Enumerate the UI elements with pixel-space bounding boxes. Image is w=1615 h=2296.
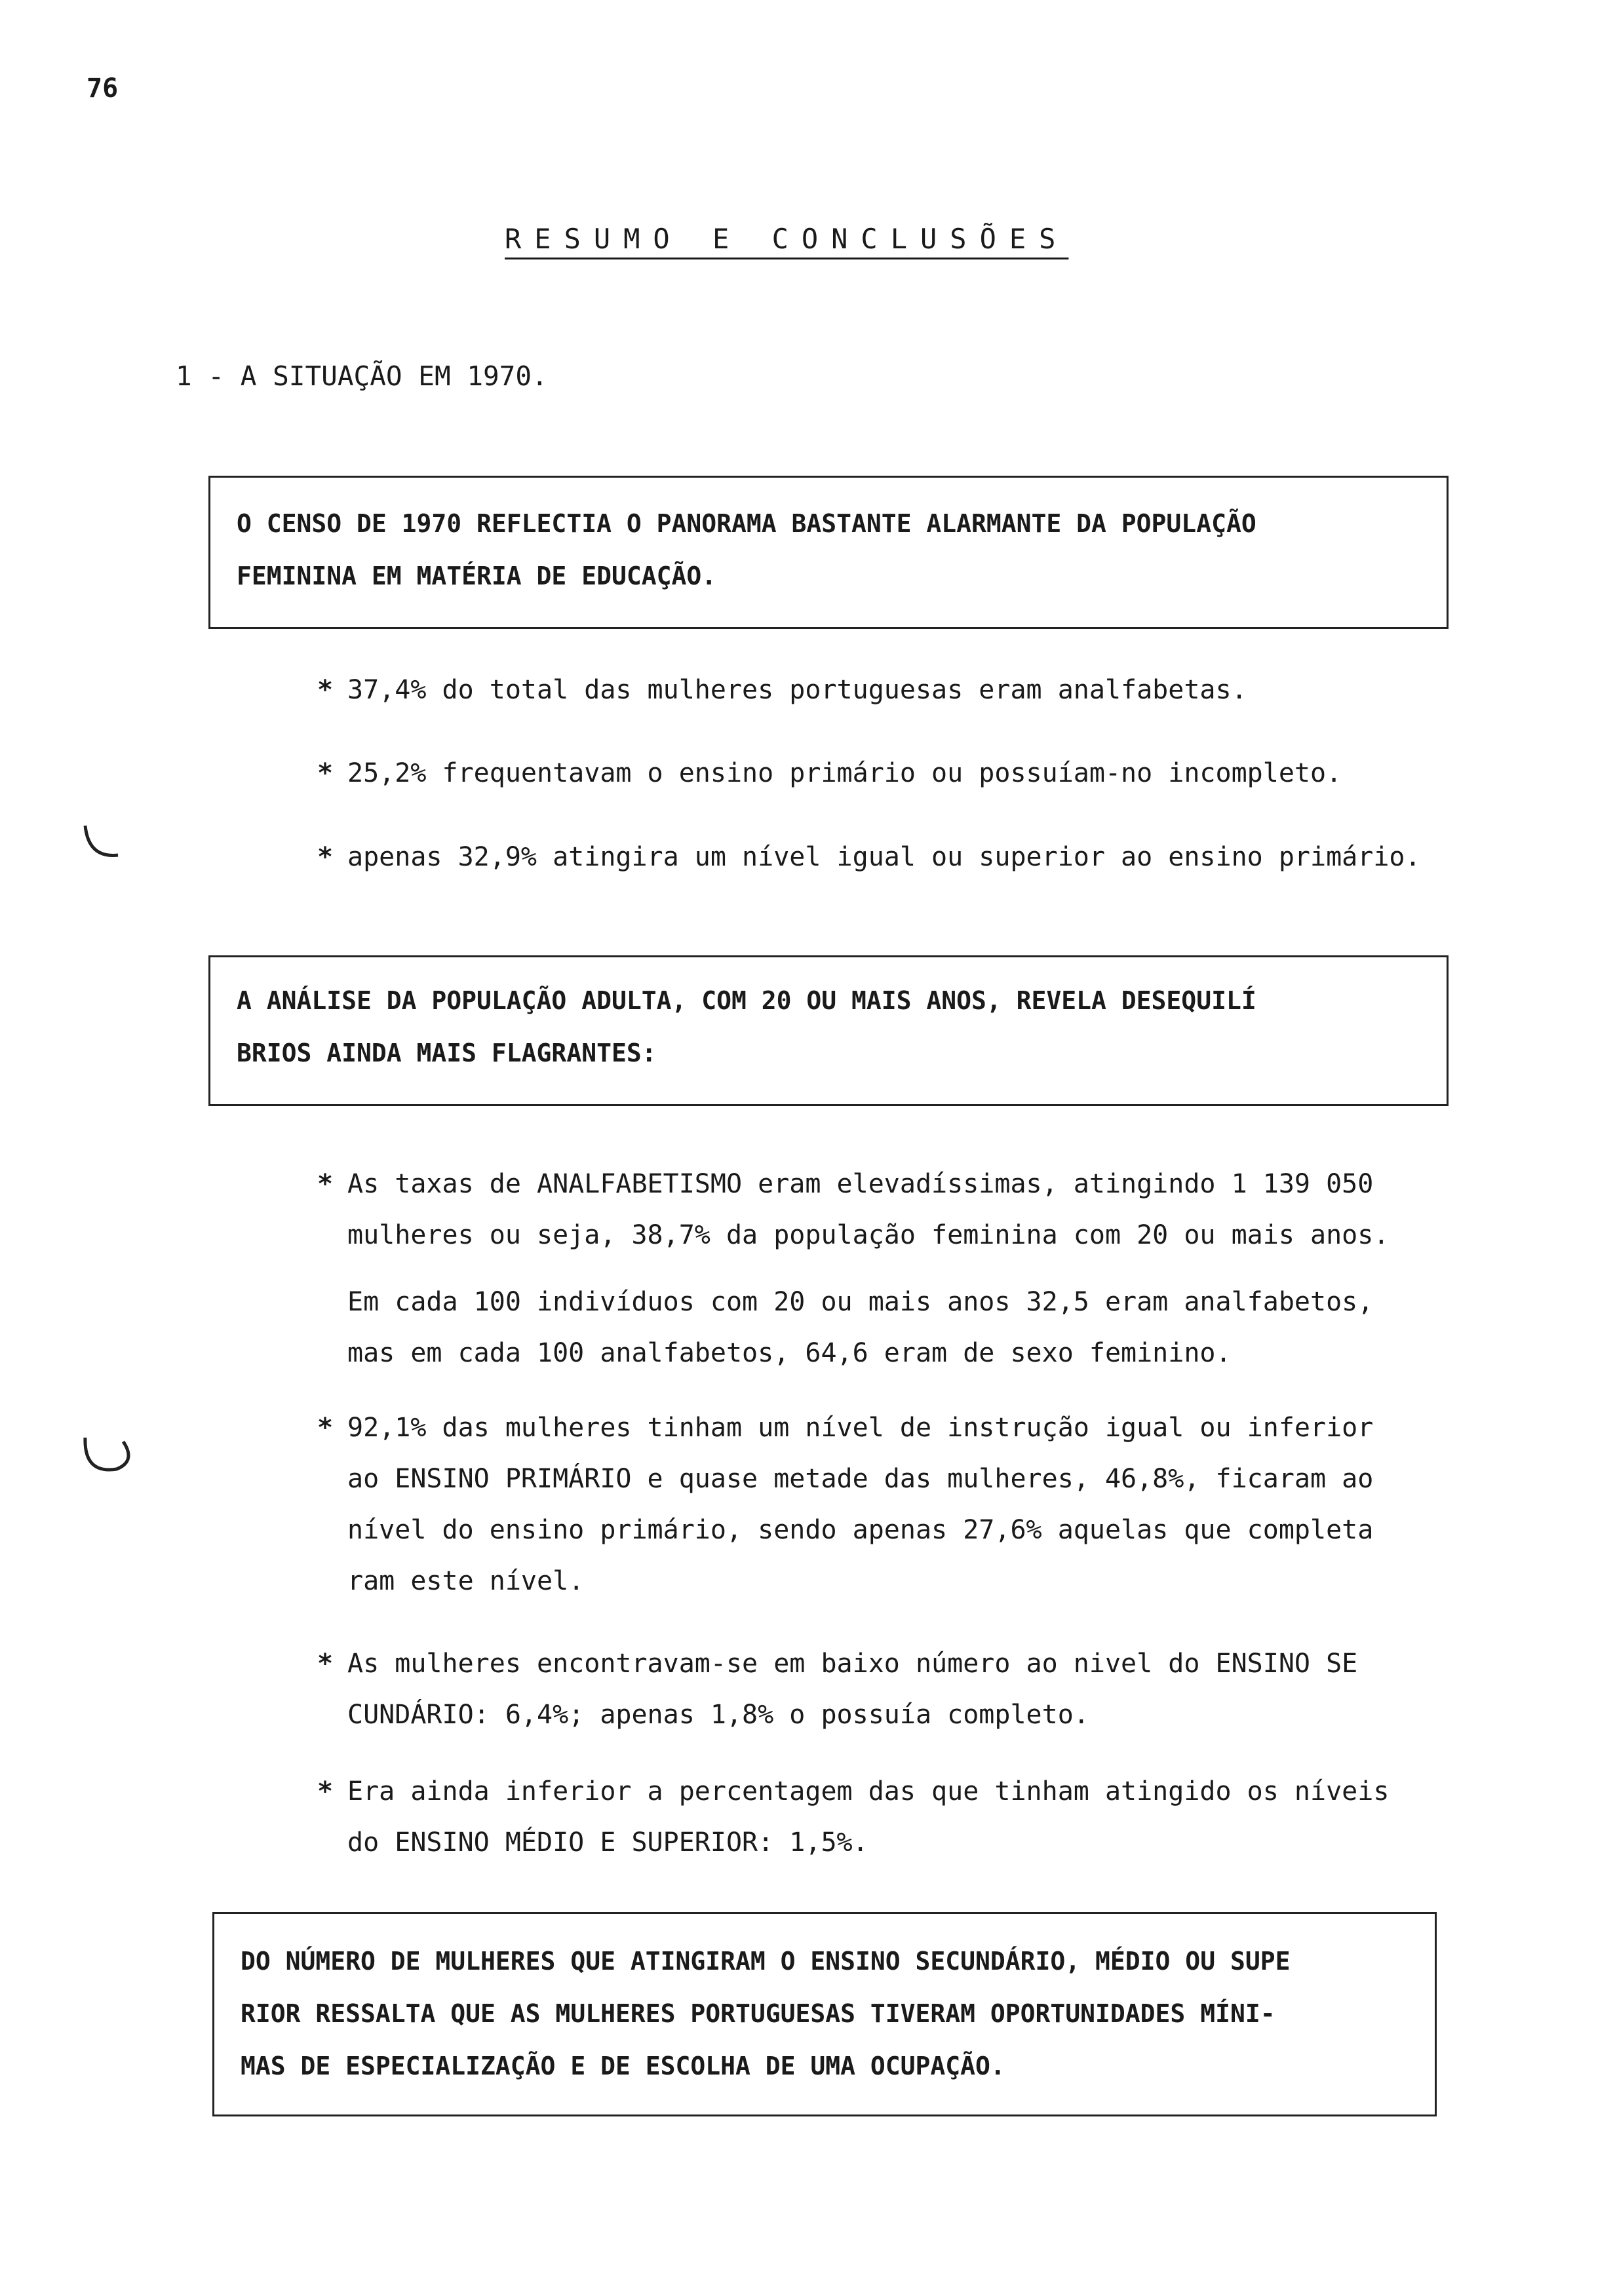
bullet-star: * <box>317 1649 334 1679</box>
bullet-item <box>317 758 1342 788</box>
bullet-text: Era ainda inferior a percentagem das que tinham atingido os níveis <box>347 1776 1390 1807</box>
bullet-text: nível do ensino primário, sendo apenas 27,6% aquelas que completa <box>347 1515 1374 1545</box>
bullet-star: * <box>317 1169 334 1199</box>
bullet-text: As taxas de ANALFABETISMO eram elevadíssimas, atingindo 1 139 050 <box>347 1169 1374 1199</box>
bullet-text: ao ENSINO PRIMÁRIO e quase metade das mulheres, 46,8%, ficaram ao <box>347 1464 1374 1494</box>
section-heading: 1 - A SITUAÇÃO EM 1970. <box>176 360 548 392</box>
bullet-text: mas em cada 100 analfabetos, 64,6 eram de sexo feminino. <box>347 1338 1232 1368</box>
bullet-text: do ENSINO MÉDIO E SUPERIOR: 1,5%. <box>347 1827 868 1858</box>
summary-box-3 <box>212 1912 1437 2116</box>
bullet-text: apenas 32,9% atingira um nível igual ou superior ao ensino primário. <box>347 842 1421 872</box>
box-line: O CENSO DE 1970 REFLECTIA O PANORAMA BASTANTE ALARMANTE DA POPULAÇÃO <box>237 509 1256 538</box>
box-line: BRIOS AINDA MAIS FLAGRANTES: <box>237 1039 657 1067</box>
bullet-star: * <box>317 1776 334 1807</box>
box-line: A ANÁLISE DA POPULAÇÃO ADULTA, COM 20 OU MAIS ANOS, REVELA DESEQUILÍ <box>237 986 1256 1015</box>
bullet-item <box>317 1766 1390 1868</box>
bullet-text: mulheres ou seja, 38,7% da população feminina com 20 ou mais anos. <box>347 1220 1390 1250</box>
punch-mark-top <box>79 819 131 871</box>
punch-mark-bottom <box>77 1428 136 1487</box>
bullet-text: 25,2% frequentavam o ensino primário ou possuíam-no incompleto. <box>347 758 1342 788</box>
bullet-text: As mulheres encontravam-se em baixo número ao nivel do ENSINO SE <box>347 1649 1358 1679</box>
bullet-star: * <box>317 1413 334 1443</box>
bullet-item <box>317 1402 1374 1607</box>
box-line: MAS DE ESPECIALIZAÇÃO E DE ESCOLHA DE UMA OCUPAÇÃO. <box>241 2052 1005 2080</box>
bullet-star: * <box>317 675 334 705</box>
box-line: FEMININA EM MATÉRIA DE EDUCAÇÃO. <box>237 562 717 590</box>
bullet-text: Em cada 100 indivíduos com 20 ou mais anos 32,5 eram analfabetos, <box>347 1287 1374 1317</box>
summary-box-2 <box>208 955 1449 1106</box>
bullet-text: 37,4% do total das mulheres portuguesas eram analfabetas. <box>347 675 1247 705</box>
bullet-text: 92,1% das mulheres tinham um nível de instrução igual ou inferior <box>347 1413 1374 1443</box>
summary-box-1 <box>208 476 1449 629</box>
bullet-star: * <box>317 758 334 788</box>
bullet-text: CUNDÁRIO: 6,4%; apenas 1,8% o possuía completo. <box>347 1700 1089 1730</box>
box-line: RIOR RESSALTA QUE AS MULHERES PORTUGUESAS TIVERAM OPORTUNIDADES MÍNI- <box>241 1999 1275 2028</box>
page-number: 76 <box>87 73 119 104</box>
box-line: DO NÚMERO DE MULHERES QUE ATINGIRAM O ENSINO SECUNDÁRIO, MÉDIO OU SUPE <box>241 1947 1291 1976</box>
bullet-text: ram este nível. <box>347 1566 585 1596</box>
bullet-star: * <box>317 842 334 872</box>
bullet-item <box>317 1158 1390 1379</box>
bullet-item <box>317 675 1247 705</box>
bullet-item <box>317 1638 1358 1740</box>
page-title: RESUMO E CONCLUSÕES <box>505 223 1069 255</box>
bullet-item <box>317 842 1421 872</box>
